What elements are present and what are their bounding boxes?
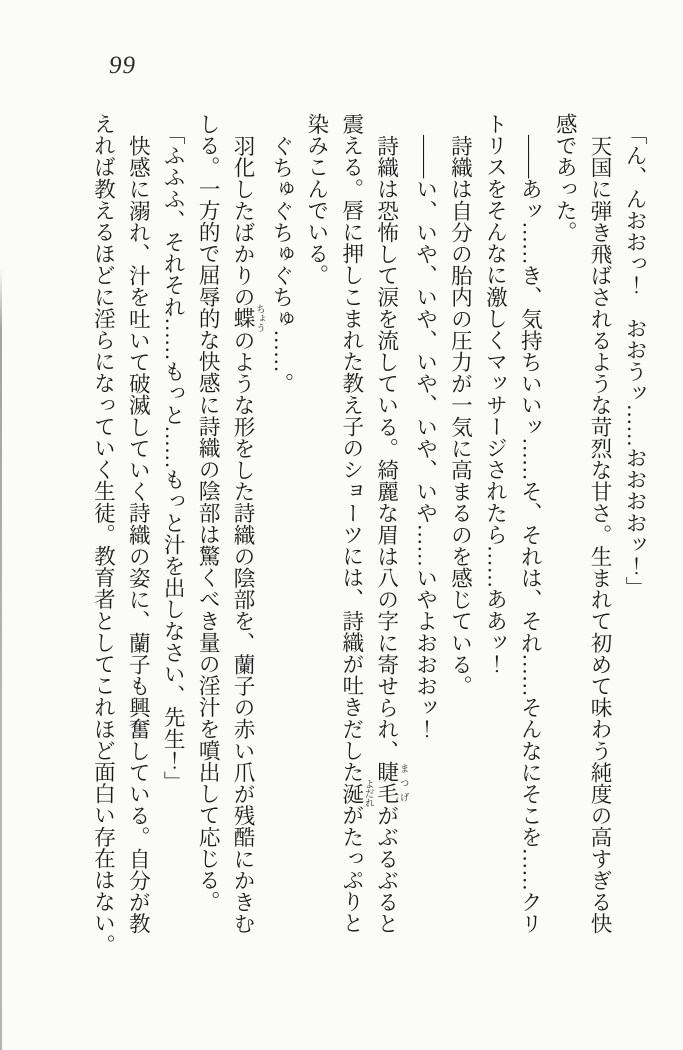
ruby-annotated-word: 涎 よだれ xyxy=(339,779,373,808)
paragraph: 「ん、んおおっ！ おおうッ……おおおおッ！」 xyxy=(623,122,647,598)
paragraph: 羽化したばかりの蝶 ちょうのような形をした詩織の陰部を、蘭子の赤い爪が残酷にかきむ しる。一方的で屈辱的な快感に詩織の陰部は驚くべき量の淫汁を噴出して応じる。 xyxy=(196,113,265,934)
paragraph: 「ふふふ、それそれ……もっと……もっと汁を出しなさい、先生！」 xyxy=(161,122,186,793)
paragraph: 詩織は恐怖して涙を流している。綺麗な眉は八の字に寄せられ、睫毛 まつげがぶるぶると 震える。唇に押しこまれた教え子のショーツには、詩織が吐きだした涎 よだれがたっぷりと 染みこんでいる。 xyxy=(304,113,408,934)
ruby-annotated-word: 睫毛 まつげ xyxy=(374,761,408,805)
paragraph: 天国に弾き飛ばされるような苛烈な甘さ。生まれて初めて味わう純度の高すぎる快 感であった。 xyxy=(553,113,613,934)
paragraph: ぐちゅぐちゅぐちゅ……。 xyxy=(269,134,294,394)
paragraph: ――あッ……き、気持ちいいッ……そ、それは、それ……そんなにそこを……クリ トリスをそんなに激しくマッサージされたら……ああッ！ xyxy=(483,113,543,934)
paragraph: ――い、いや、いや、いや、いや、いや……いやよおおおッ！ xyxy=(413,134,438,740)
paragraph: 快感に溺れ、汁を吐いて破滅していく詩織の姿に、蘭子も興奮している。自分が教 えれば教えるほどに淫らになっていく生徒。教育者としてこれほど面白い存在はない。 xyxy=(91,113,151,956)
paragraph: 詩織は自分の胎内の圧力が一気に高まるのを感じている。 xyxy=(448,134,473,697)
page-edge-shadow xyxy=(0,268,2,1050)
page-number: 99 xyxy=(109,52,136,79)
ruby-annotated-word: 蝶 ちょう xyxy=(231,303,265,333)
vertical-text-block xyxy=(86,113,653,975)
